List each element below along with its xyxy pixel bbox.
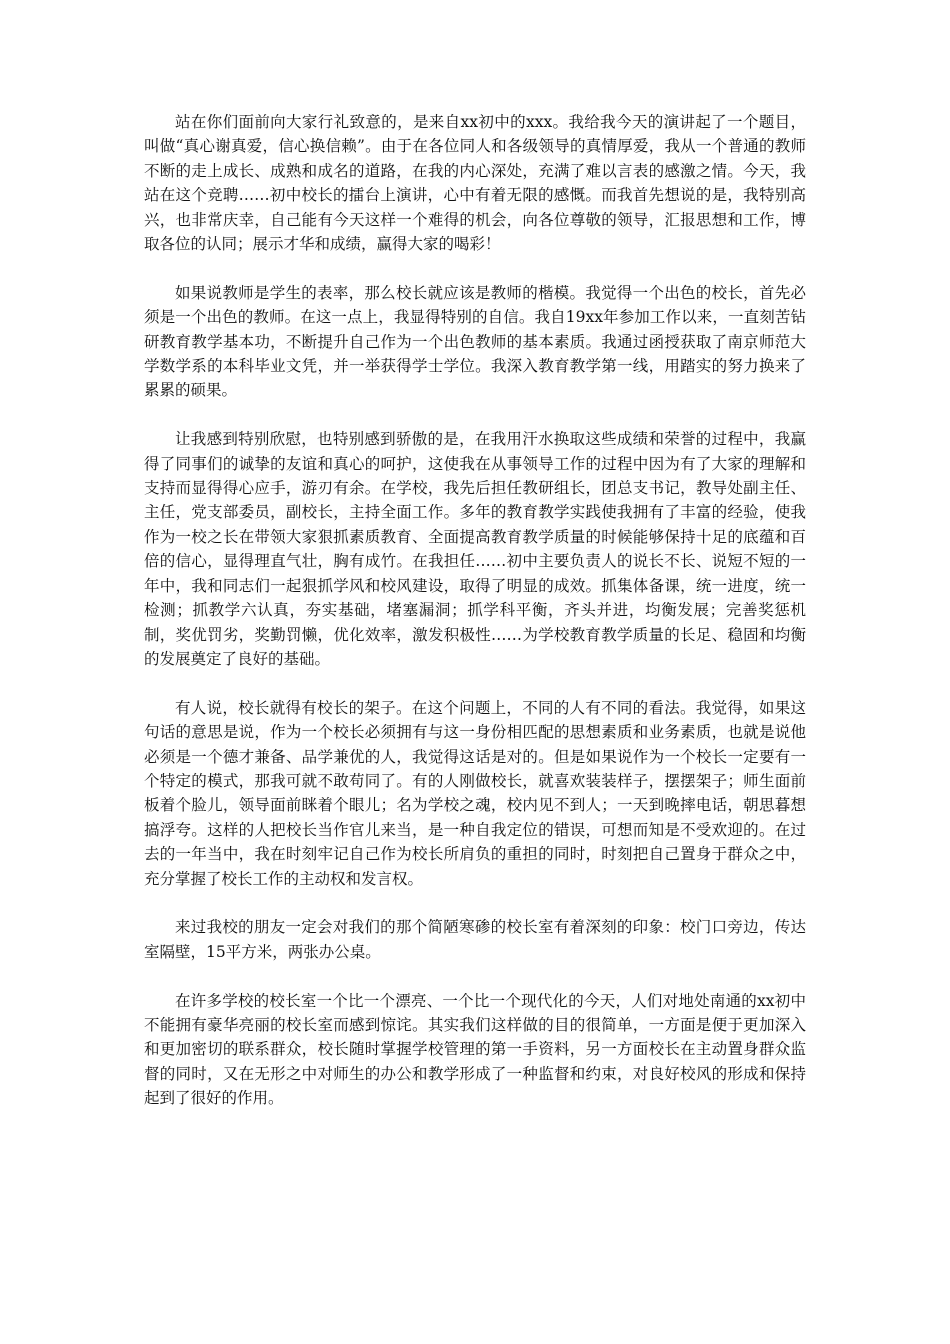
document-page: [144, 110, 806, 1135]
paragraph: 站在你们面前向大家行礼致意的，是来自xx初中的xxx。我给我今天的演讲起了一个题目，叫做“真心谢真爱，信心换信赖”。由于在各位同人和各级领导的真情厚爱，我从一个普通的教师不断的走上成长、成熟和成名的道路，在我的内心深处，充满了难以言表的感激之情。今天，我站在这个竞聘……初中校长的擂台上演讲，心中有着无限的感慨。而我首先想说的是，我特别高兴，也非常庆幸，自己能有今天这样一个难得的机会，向各位尊敬的领导，汇报思想和工作，博取各位的认同；展示才华和成绩，赢得大家的喝彩！: [144, 113, 806, 254]
paragraph: 让我感到特别欣慰，也特别感到骄傲的是，在我用汗水换取这些成绩和荣誉的过程中，我赢得了同事们的诚挚的友谊和真心的呵护，这使我在从事领导工作的过程中因为有了大家的理解和支持而显得得心应手，游刃有余。在学校，我先后担任教研组长，团总支书记，教导处副主任、主任，党支部委员，副校长，主持全面工作。多年的教育教学实践使我拥有了丰富的经验，使我作为一校之长在带领大家狠抓素质教育、全面提高教育教学质量的时候能够保持十足的底蕴和百倍的信心，显得理直气壮，胸有成竹。在我担任……初中主要负责人的说长不长、说短不短的一年中，我和同志们一起狠抓学风和校风建设，取得了明显的成效。抓集体备课，统一进度，统一检测；抓教学六认真，夯实基础，堵塞漏洞；抓学科平衡，齐头并进，均衡发展；完善奖惩机制，奖优罚劣，奖勤罚懒，优化效率，激发积极性……为学校教育教学质量的长足、稳固和均衡的发展奠定了良好的基础。: [144, 430, 806, 668]
paragraph: 在许多学校的校长室一个比一个漂亮、一个比一个现代化的今天，人们对地处南通的xx初中不能拥有豪华亮丽的校长室而感到惊诧。其实我们这样做的目的很简单，一方面是便于更加深入和更加密切的联系群众，校长随时掌握学校管理的第一手资料，另一方面校长在主动置身群众监督的同时，又在无形之中对师生的办公和教学形成了一种监督和约束，对良好校风的形成和保持起到了很好的作用。: [144, 991, 806, 1108]
paragraph: 来过我校的朋友一定会对我们的那个简陋寒碜的校长室有着深刻的印象：校门口旁边，传达室隔壁，15平方米，两张办公桌。: [144, 918, 806, 961]
paragraph: 如果说教师是学生的表率，那么校长就应该是教师的楷模。我觉得一个出色的校长，首先必须是一个出色的教师。在这一点上，我显得特别的自信。我自19xx年参加工作以来，一直刻苦钻研教育教学基本功，不断提升自己作为一个出色教师的基本素质。我通过函授获取了南京师范大学数学系的本科毕业文凭，并一举获得学士学位。我深入教育教学第一线，用踏实的努力换来了累累的硕果。: [144, 283, 806, 400]
paragraph: 有人说，校长就得有校长的架子。在这个问题上，不同的人有不同的看法。我觉得，如果这句话的意思是说，作为一个校长必须拥有与这一身份相匹配的思想素质和业务素质，也就是说他必须是一个德才兼备、品学兼优的人，我觉得这话是对的。但是如果说作为一个校长一定要有一个特定的模式，那我可就不敢苟同了。有的人刚做校长，就喜欢装装样子，摆摆架子；师生面前板着个脸儿，领导面前眯着个眼儿；名为学校之魂，校内见不到人；一天到晚摔电话，朝思暮想搞浮夸。这样的人把校长当作官儿来当，是一种自我定位的错误，可想而知是不受欢迎的。在过去的一年当中，我在时刻牢记自己作为校长所肩负的重担的同时，时刻把自己置身于群众之中，充分掌握了校长工作的主动权和发言权。: [144, 698, 806, 888]
